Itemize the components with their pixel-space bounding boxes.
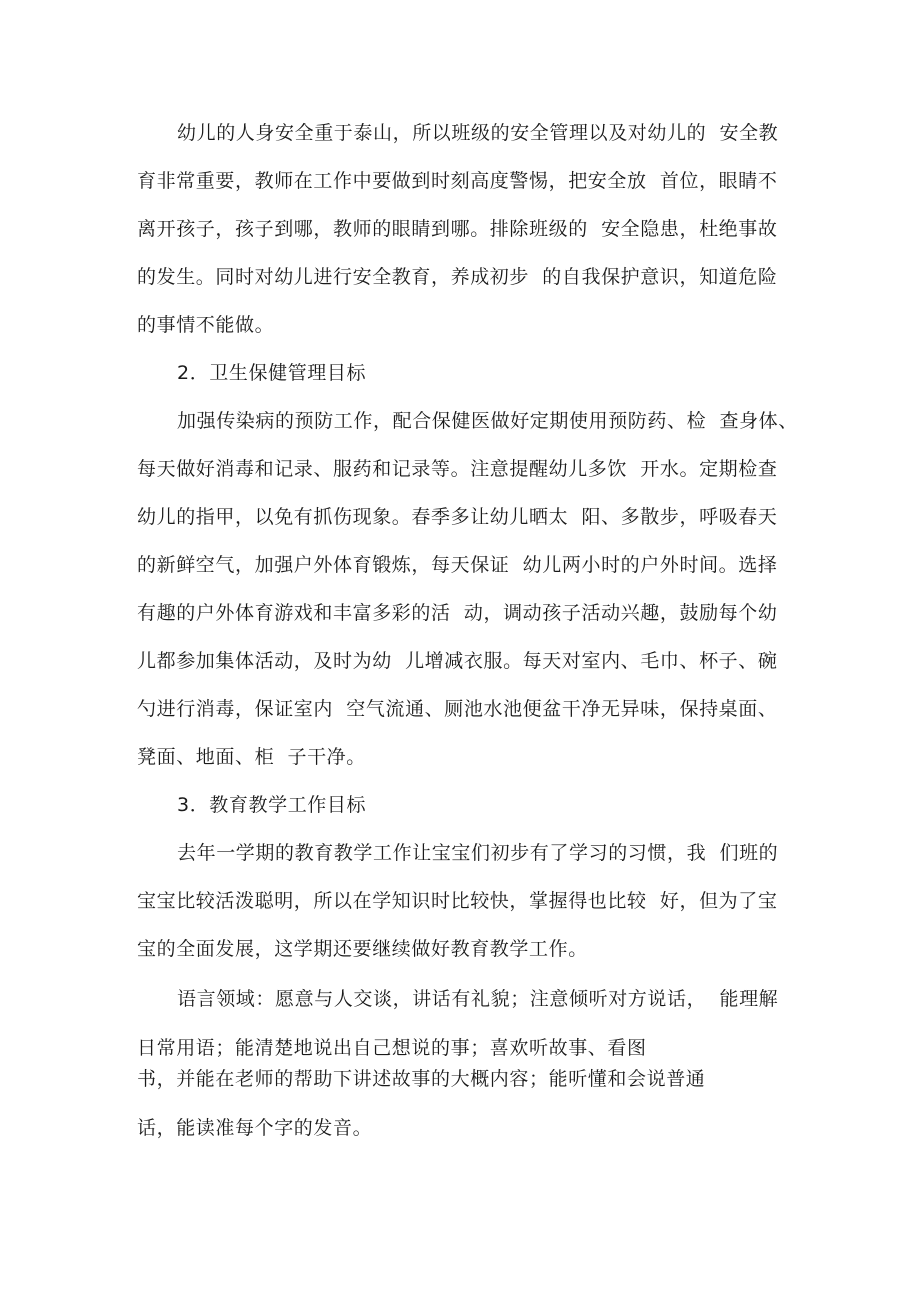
section-heading: 2．卫生保健管理目标: [177, 362, 367, 384]
paragraph-line: 勺进行消毒，保证室内 空气流通、厕池水池便盆干净无异味，保持桌面、: [137, 698, 778, 720]
paragraph-line: 日常用语；能清楚地说出自己想说的事；喜欢听故事、看图: [137, 1037, 647, 1059]
paragraph-line: 书，并能在老师的帮助下讲述故事的大概内容；能听懂和会说普通: [137, 1068, 706, 1090]
paragraph-line: 宝宝比较活泼聪明，所以在学知识时比较快，掌握得也比较 好，但为了宝: [137, 890, 778, 912]
paragraph-line: 儿都参加集体活动，及时为幼 儿增减衣服。每天对室内、毛巾、杯子、碗: [137, 650, 778, 672]
paragraph-line: 话，能读准每个字的发音。: [137, 1117, 373, 1139]
paragraph-line: 宝的全面发展，这学期还要继续做好教育教学工作。: [137, 938, 588, 960]
paragraph-line: 凳面、地面、柜 子干净。: [137, 746, 366, 768]
paragraph-line: 的新鲜空气，加强户外体育锻炼，每天保证 幼儿两小时的户外时间。选择: [137, 554, 778, 576]
paragraph-line: 的事情不能做。: [137, 314, 275, 336]
section-heading: 3．教育教学工作目标: [177, 794, 367, 816]
paragraph-line: 每天做好消毒和记录、服药和记录等。注意提醒幼儿多饮 开水。定期检查: [137, 458, 778, 480]
paragraph-line: 有趣的户外体育游戏和丰富多彩的活 动，调动孩子活动兴趣，鼓励每个幼: [137, 602, 778, 624]
paragraph-line: 语言领域：愿意与人交谈，讲话有礼貌；注意倾听对方说话， 能理解: [177, 988, 779, 1010]
paragraph-line: 去年一学期的教育教学工作让宝宝们初步有了学习的习惯，我 们班的: [177, 842, 779, 864]
paragraph-line: 加强传染病的预防工作，配合保健医做好定期使用预防药、检 查身体、: [177, 410, 798, 432]
paragraph-line: 幼儿的人身安全重于泰山，所以班级的安全管理以及对幼儿的 安全教: [177, 122, 779, 144]
paragraph-line: 育非常重要，教师在工作中要做到时刻高度警惕，把安全放 首位，眼睛不: [137, 170, 778, 192]
paragraph-line: 离开孩子，孩子到哪，教师的眼睛到哪。排除班级的 安全隐患，杜绝事故: [137, 218, 778, 240]
paragraph-line: 的发生。同时对幼儿进行安全教育，养成初步 的自我保护意识，知道危险: [137, 266, 778, 288]
paragraph-line: 幼儿的指甲，以免有抓伤现象。春季多让幼儿晒太 阳、多散步，呼吸春天: [137, 506, 778, 528]
